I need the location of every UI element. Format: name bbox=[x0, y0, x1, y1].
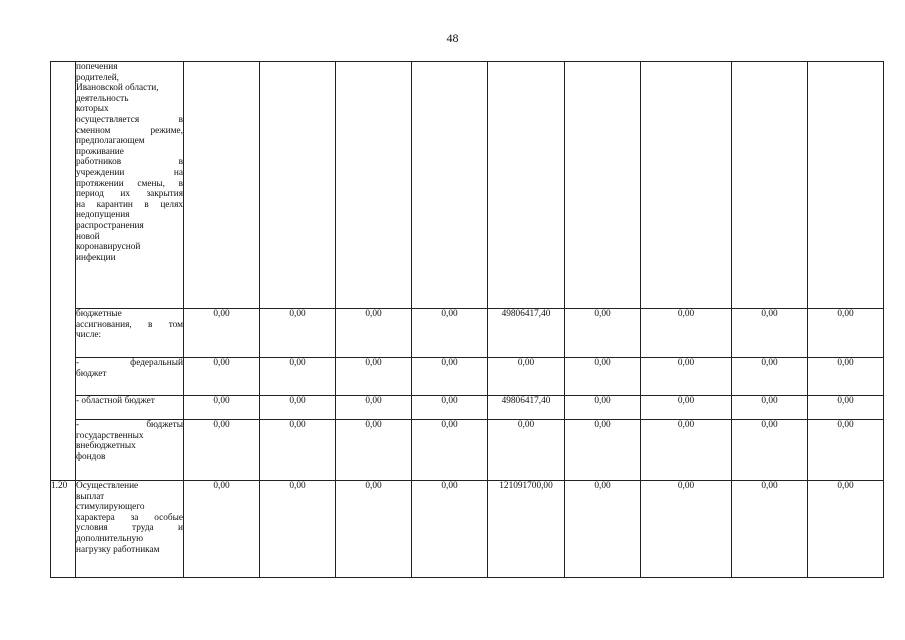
value-cell: 0,00 bbox=[732, 396, 808, 420]
value-cell bbox=[732, 62, 808, 309]
value-cell: 0,00 bbox=[565, 481, 641, 578]
value-cell: 0,00 bbox=[336, 358, 412, 396]
value-cell: 0,00 bbox=[641, 396, 732, 420]
value-cell: 0,00 bbox=[184, 309, 260, 358]
value-cell: 0,00 bbox=[260, 481, 336, 578]
value-cell bbox=[641, 62, 732, 309]
budget-table bbox=[50, 61, 884, 578]
page-number: 48 bbox=[446, 31, 459, 45]
value-cell: 0,00 bbox=[641, 358, 732, 396]
value-cell: 0,00 bbox=[260, 358, 336, 396]
table-row bbox=[51, 396, 884, 420]
table-row bbox=[51, 420, 884, 481]
value-cell: 0,00 bbox=[336, 396, 412, 420]
value-cell: 0,00 bbox=[336, 309, 412, 358]
value-cell: 49806417,40 bbox=[488, 309, 565, 358]
table-row bbox=[51, 309, 884, 358]
value-cell bbox=[565, 62, 641, 309]
value-cell: 0,00 bbox=[184, 396, 260, 420]
value-cell: 0,00 bbox=[184, 420, 260, 481]
value-cell: 0,00 bbox=[808, 420, 884, 481]
value-cell: 0,00 bbox=[260, 396, 336, 420]
value-cell: 0,00 bbox=[412, 309, 488, 358]
value-cell: 0,00 bbox=[641, 309, 732, 358]
value-cell: 0,00 bbox=[412, 420, 488, 481]
description-cell: бюджетные ассигнования, в том числе: bbox=[76, 309, 184, 358]
value-cell bbox=[184, 62, 260, 309]
row-index-cell bbox=[51, 62, 76, 481]
value-cell: 0,00 bbox=[184, 481, 260, 578]
table-row bbox=[51, 481, 884, 578]
value-cell: 0,00 bbox=[641, 420, 732, 481]
value-cell: 0,00 bbox=[260, 420, 336, 481]
value-cell bbox=[488, 62, 565, 309]
value-cell: 0,00 bbox=[808, 309, 884, 358]
value-cell: 0,00 bbox=[488, 358, 565, 396]
description-cell: - бюджеты государственных внебюджетных фондов bbox=[76, 420, 184, 481]
value-cell: 0,00 bbox=[488, 420, 565, 481]
value-cell: 0,00 bbox=[565, 396, 641, 420]
value-cell: 0,00 bbox=[808, 358, 884, 396]
value-cell: 0,00 bbox=[732, 420, 808, 481]
value-cell: 0,00 bbox=[732, 481, 808, 578]
value-cell: 0,00 bbox=[565, 420, 641, 481]
value-cell bbox=[412, 62, 488, 309]
description-cell: - федеральный бюджет bbox=[76, 358, 184, 396]
row-index-cell: 1.20 bbox=[51, 481, 76, 578]
value-cell: 0,00 bbox=[412, 396, 488, 420]
value-cell bbox=[260, 62, 336, 309]
value-cell: 49806417,40 bbox=[488, 396, 565, 420]
value-cell bbox=[336, 62, 412, 309]
value-cell: 0,00 bbox=[184, 358, 260, 396]
description-cell: Осуществление выплат стимулирующего характера за особые условия труда и дополнительную нагрузку работникам bbox=[76, 481, 184, 578]
value-cell bbox=[808, 62, 884, 309]
value-cell: 0,00 bbox=[732, 358, 808, 396]
value-cell: 0,00 bbox=[336, 481, 412, 578]
description-cell: - областной бюджет bbox=[76, 396, 184, 420]
value-cell: 0,00 bbox=[808, 481, 884, 578]
table-row bbox=[51, 358, 884, 396]
value-cell: 0,00 bbox=[808, 396, 884, 420]
value-cell: 0,00 bbox=[336, 420, 412, 481]
value-cell: 0,00 bbox=[260, 309, 336, 358]
continuation-row bbox=[51, 62, 884, 309]
value-cell: 0,00 bbox=[565, 358, 641, 396]
value-cell: 0,00 bbox=[412, 358, 488, 396]
value-cell: 0,00 bbox=[412, 481, 488, 578]
value-cell: 0,00 bbox=[565, 309, 641, 358]
value-cell: 121091700,00 bbox=[488, 481, 565, 578]
value-cell: 0,00 bbox=[641, 481, 732, 578]
value-cell: 0,00 bbox=[732, 309, 808, 358]
description-cell: попечения родителей, Ивановской области, деятельность которых осуществляется в сменном режиме, предполагающем проживание работников в учреждении на протяжении смены, в период их закрытия на карантин в целях недопущения распространения новой коронавирусной инфекции bbox=[76, 62, 184, 309]
